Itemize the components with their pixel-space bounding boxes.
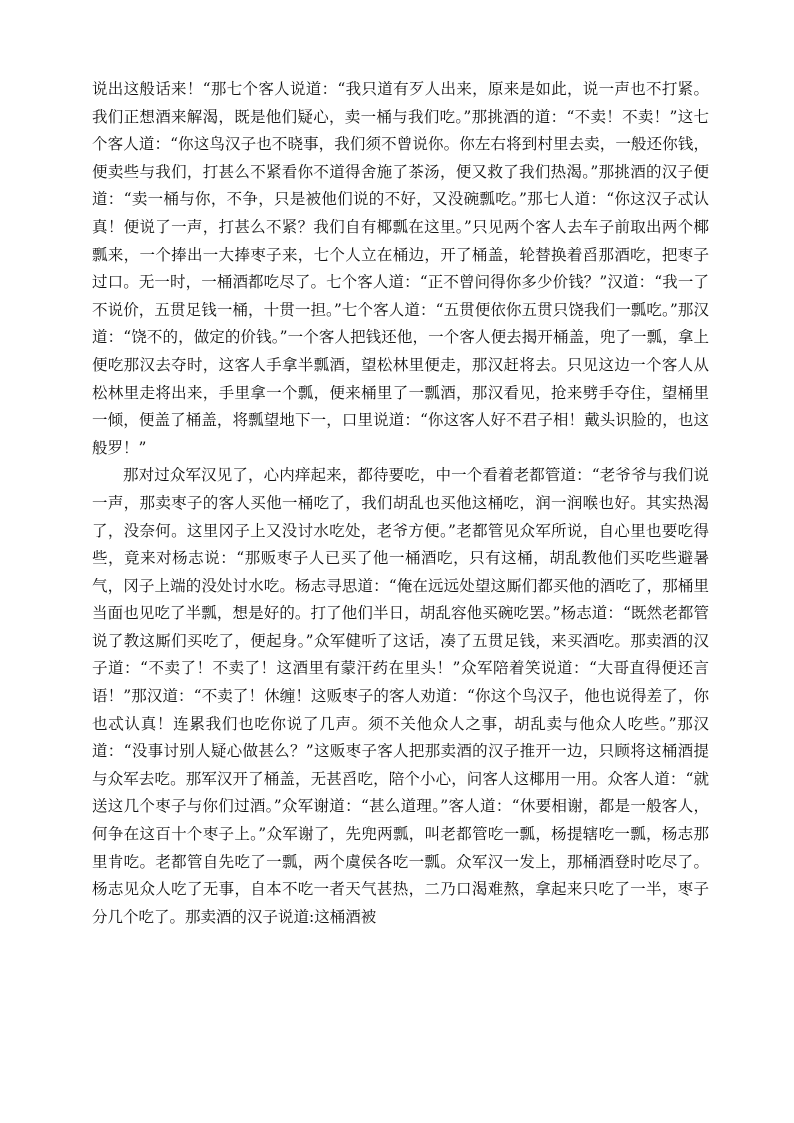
document-page	[92, 76, 709, 931]
paragraph-2: 那对过众军汉见了，心内痒起来，都待要吃，中一个看着老都管道：“老爷爷与我们说一声，那卖枣子的客人买他一桶吃了，我们胡乱也买他这桶吃，润一润喉也好。其实热渴了，没奈何。这里冈子上又没讨水吃处，老爷方便。”老都管见众军所说，自心里也要吃得些，竟来对杨志说：“那贩枣子人已买了他一桶酒吃，只有这桶，胡乱教他们买吃些避暑气，冈子上端的没处讨水吃。杨志寻思道：“俺在远远处望这厮们都买他的酒吃了，那桶里当面也见吃了半瓢，想是好的。打了他们半日，胡乱容他买碗吃罢。”杨志道：“既然老都管说了教这厮们买吃了，便起身。”众军健听了这话，凑了五贯足钱，来买酒吃。那卖酒的汉子道：“不卖了！不卖了！这酒里有蒙汗药在里头！”众军陪着笑说道：“大哥直得便还言语！”那汉道：“不卖了！休缠！这贩枣子的客人劝道：“你这个鸟汉子，他也说得差了，你也忒认真！连累我们也吃你说了几声。须不关他众人之事，胡乱卖与他众人吃些。”那汉道：“没事讨别人疑心做甚么？”这贩枣子客人把那卖酒的汉子推开一边，只顾将这桶酒提与众军去吃。那军汉开了桶盖，无甚舀吃，陪个小心，问客人这椰用一用。众客人道：“就送这几个枣子与你们过酒。”众军谢道：“甚么道理。”客人道：“休要相谢，都是一般客人，何争在这百十个枣子上。”众军谢了，先兜两瓢，叫老都管吃一瓢，杨提辖吃一瓢，杨志那里肯吃。老都管自先吃了一瓢，两个虞侯各吃一瓢。众军汉一发上，那桶酒登时吃尽了。杨志见众人吃了无事，自本不吃一者天气甚热，二乃口渴难熬，拿起来只吃了一半，枣子分几个吃了。那卖酒的汉子说道:这桶酒被	[92, 466, 709, 926]
paragraph-1: 说出这般话来！“那七个客人说道：“我只道有歹人出来，原来是如此，说一声也不打紧。我们正想酒来解渴，既是他们疑心，卖一桶与我们吃。”那挑酒的道：“不卖！不卖！”这七个客人道：“你这鸟汉子也不晓事，我们须不曾说你。你左右将到村里去卖，一般还你钱，便卖些与我们，打甚么不紧看你不道得舍施了茶汤，便又救了我们热渴。”那挑酒的汉子便道：“卖一桶与你，不争，只是被他们说的不好，又没碗瓢吃。”那七人道：“你这汉子忒认真！便说了一声，打甚么不紧？我们自有椰瓢在这里。”只见两个客人去车子前取出两个椰瓢来，一个捧出一大捧枣子来，七个人立在桶边，开了桶盖，轮替换着舀那酒吃，把枣子过口。无一时，一桶酒都吃尽了。七个客人道：“正不曾问得你多少价钱？”汉道：“我一了不说价，五贯足钱一桶，十贯一担。”七个客人道：“五贯便依你五贯只饶我们一瓢吃。”那汉道：“饶不的，做定的价钱。”一个客人把钱还他，一个客人便去揭开桶盖，兜了一瓢，拿上便吃那汉去夺时，这客人手拿半瓢酒，望松林里便走，那汉赶将去。只见这边一个客人从松林里走将出来，手里拿一个瓢，便来桶里了一瓢酒，那汉看见，抢来劈手夺住，望桶里一倾，便盖了桶盖，将瓢望地下一，口里说道：“你这客人好不君子相！戴头识脸的，也这般罗！”	[92, 80, 709, 457]
